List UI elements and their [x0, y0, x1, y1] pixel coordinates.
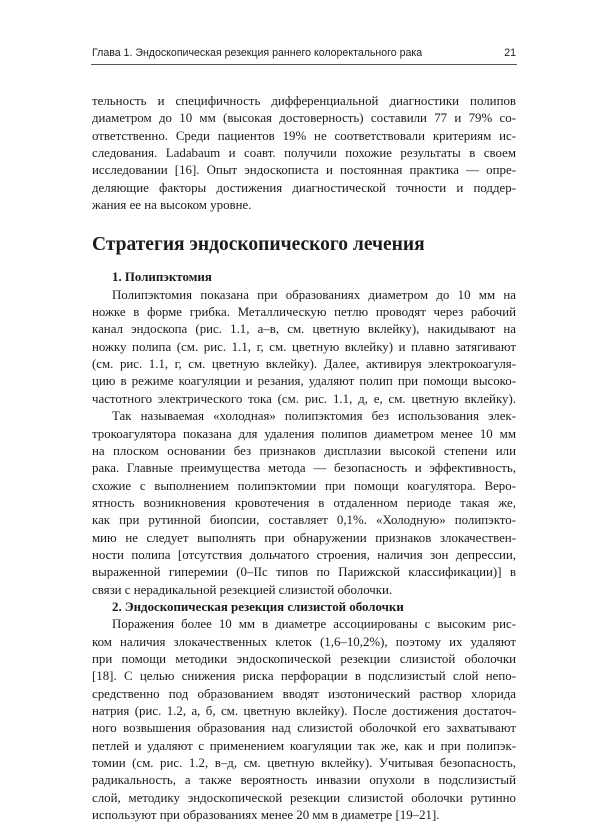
text-line: связи с нерадикальной резекцией слизистой оболочки.	[92, 582, 393, 597]
text-line: при помощи методики эндоскопической резекции слизистой оболочки	[92, 651, 516, 666]
text-line: выраженной гиперемии (0–IIc типов по Парижской классификации)] в	[92, 565, 516, 580]
text-line: на плоском основании без признаков дисплазии высокой степени или	[92, 443, 516, 458]
text-line: средственно под образованием вводят изотонический раствор хлорида	[92, 686, 516, 701]
text-line: мию не следует выполнять при обнаружении признаков злокачествен-	[92, 530, 516, 545]
text-line: частотного электрического тока (см. рис. 1.1, д, е, см. цветную вклейку).	[92, 391, 516, 406]
text-line: схожие с выполнением полипэктомии при помощи коагулятора. Веро-	[92, 478, 516, 493]
subsection-heading-mucosal-resection: 2. Эндоскопическая резекция слизистой оболочки	[112, 599, 404, 614]
text-line: следования. Ladabaum и соавт. получили похожие результаты в своем	[92, 146, 516, 161]
text-line: ного возвышения образования над слизистой оболочкой его захватывают	[92, 721, 516, 736]
text-line: диаметром до 10 мм (высокая достоверность) составили 77 и 79% со-	[92, 111, 516, 126]
page-content	[92, 93, 516, 824]
text-line: натрия (рис. 1.2, а, б, см. цветную вклейку). После достижения достаточ-	[92, 704, 516, 718]
polypectomy-paragraph-2	[92, 408, 516, 599]
text-line: канал эндоскопа (рис. 1.1, а–в, см. цветную вклейку), накидывают на	[92, 322, 516, 337]
text-line: ножке в форме грибка. Металлическую петлю проводят через рабочий	[92, 305, 516, 320]
mucosal-resection-paragraph	[92, 616, 516, 824]
text-line: Поражения более 10 мм в диаметре ассоциированы с высоким рис-	[112, 617, 516, 632]
text-line: исследовании [16]. Опыт эндоскописта и постоянная практика — опре-	[92, 163, 516, 178]
text-line: (см. рис. 1.1, г, см. цветную вклейку). Далее, активируя электрокоагуля-	[92, 357, 516, 372]
text-line: деляющие факторы достижения диагностической точности и поддер-	[92, 180, 516, 195]
text-line: радикальность, а также вероятность инвазии опухоли в подслизистый	[92, 773, 516, 788]
polypectomy-paragraph-1	[92, 287, 516, 408]
running-head	[92, 47, 516, 59]
text-line: рака. Главные преимущества метода — безопасность и эффективность,	[92, 461, 516, 476]
subsection-heading-polypectomy: 1. Полипэктомия	[112, 270, 212, 285]
chapter-title: Глава 1. Эндоскопическая резекция раннего колоректального рака	[92, 47, 423, 59]
text-line: ности полипа [отсутствия дольчатого строения, наличия зон депрессии,	[92, 547, 516, 562]
page-number: 21	[504, 47, 516, 59]
text-line: трокоагулятора показана для удаления полипов диаметром менее 10 мм	[92, 426, 516, 441]
text-line: как при рутинной биопсии, составляет 0,1%. «Холодную» полипэкто-	[92, 513, 516, 528]
text-line: ножку полипа (см. рис. 1.1, г, см. цветную вклейку) и плавно затягивают	[92, 339, 516, 354]
text-line: тельность и специфичность дифференциальной диагностики полипов	[92, 94, 516, 108]
text-line: слой, методику эндоскопической резекции слизистой оболочки рутинно	[92, 790, 516, 805]
text-line: используют при образованиях менее 20 мм в диаметре [19–21].	[92, 808, 440, 823]
text-line: жания ее на высоком уровне.	[92, 198, 252, 213]
text-line: Так называемая «холодная» полипэктомия без использования элек-	[112, 409, 516, 424]
text-line: ком наличия злокачественных клеток (1,6–10,2%), поэтому их удаляют	[92, 634, 516, 649]
text-line: петлей и удаляют с применением коагуляции так же, как и при полипэк-	[92, 738, 516, 753]
section-title: Стратегия эндоскопического лечения	[92, 234, 425, 256]
text-line: цию в режиме коагуляции и резания, удаляют полип при помощи высоко-	[92, 374, 516, 389]
text-line: [18]. С целью снижения риска перфорации в подслизистый слой непо-	[92, 669, 516, 684]
text-line: ответственно. Среди пациентов 19% не соответствовали критериям ис-	[92, 128, 516, 143]
text-line: томии (см. рис. 1.2, в–д, см. цветную вклейку). Учитывая безопасность,	[92, 756, 516, 771]
text-line: ятность возникновения кровотечения в отдаленном периоде такая же,	[92, 495, 516, 510]
text-line: Полипэктомия показана при образованиях диаметром до 10 мм на	[112, 287, 516, 302]
intro-paragraph	[92, 93, 516, 214]
header-rule	[91, 64, 517, 65]
